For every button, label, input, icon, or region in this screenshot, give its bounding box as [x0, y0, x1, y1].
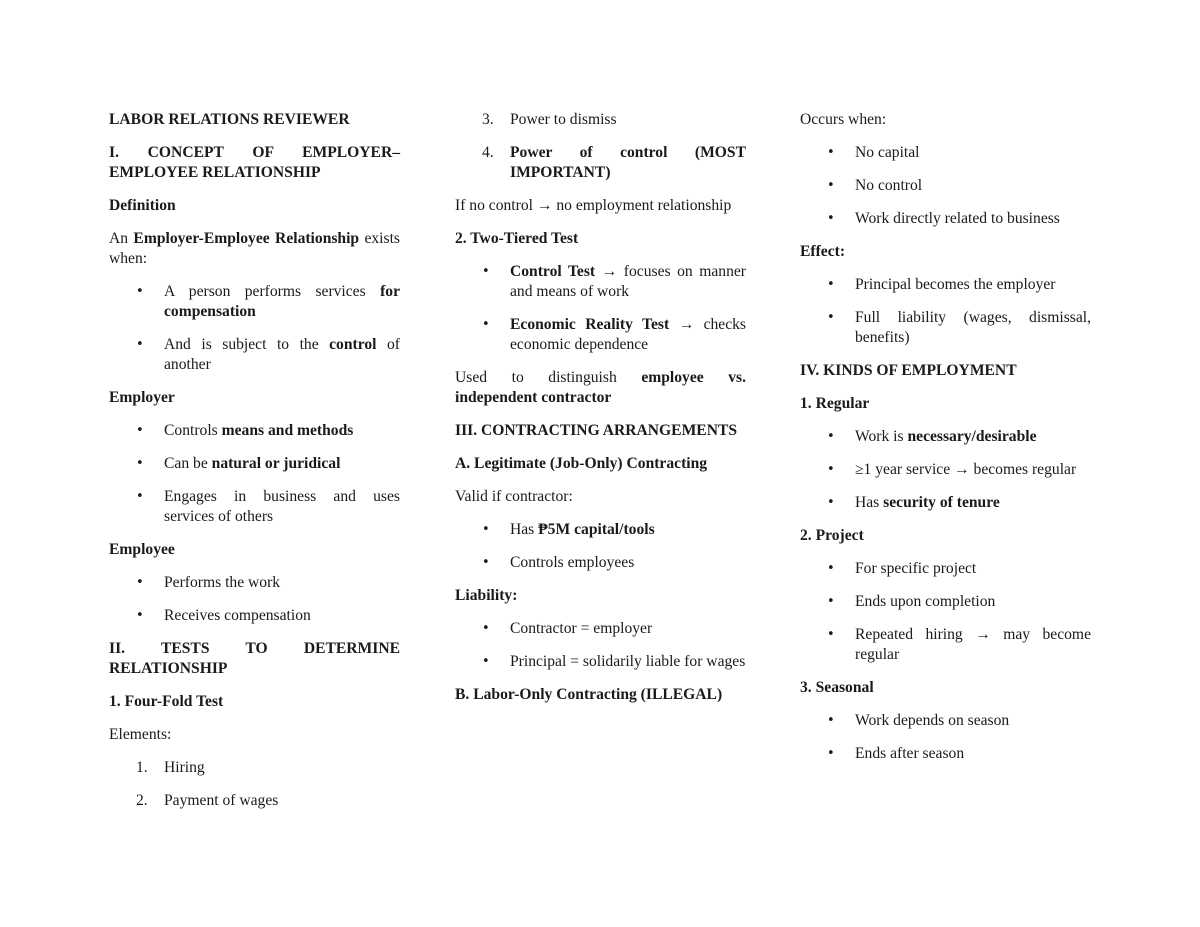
project-list [800, 559, 1091, 665]
list-item: • Performs the work [109, 573, 400, 593]
elements-label: Elements: [109, 726, 172, 743]
project-heading: 2. Project [800, 527, 864, 544]
employer-label: Employer [109, 389, 175, 406]
section-2-heading: II. TESTS TO DETERMINE RELATIONSHIP [109, 640, 400, 677]
list-item: 1. Hiring [136, 759, 205, 776]
effect-label: Effect: [800, 243, 846, 260]
column-2 [455, 110, 746, 718]
list-item: • Receives compensation [109, 606, 400, 626]
used-to-distinguish: Used to distinguish employee vs. independent contractor [455, 369, 747, 406]
list-item: 3. Power to dismiss [482, 111, 617, 128]
section-1-heading: I. CONCEPT OF EMPLOYER–EMPLOYEE RELATIONSHIP [109, 144, 400, 181]
regular-heading: 1. Regular [800, 395, 870, 412]
list-item: • Controls employees [455, 553, 746, 573]
seasonal-heading: 3. Seasonal [800, 679, 874, 696]
list-item: • Contractor = employer [455, 619, 746, 639]
valid-label: Valid if contractor: [455, 488, 573, 505]
column-1 [109, 110, 400, 824]
list-item: • Repeated hiring → may become regular [800, 625, 1091, 665]
laboronly-heading: B. Labor-Only Contracting (ILLEGAL) [455, 686, 723, 703]
regular-list [800, 427, 1091, 513]
list-item: • Economic Reality Test → checks economic dependence [455, 315, 746, 355]
list-item: • Engages in business and uses services of others [109, 487, 400, 527]
elements-list [109, 758, 400, 811]
employee-list [109, 573, 400, 626]
section-4-heading: IV. KINDS OF EMPLOYMENT [800, 362, 1017, 379]
no-control-note: If no control → no employment relationship [455, 197, 732, 214]
list-item: • Ends after season [800, 744, 1091, 764]
valid-list [455, 520, 746, 573]
legit-heading: A. Legitimate (Job-Only) Contracting [455, 455, 708, 472]
list-item: • Work directly related to business [800, 209, 1091, 229]
twotier-list [455, 262, 746, 355]
document-title: LABOR RELATIONS REVIEWER [109, 111, 350, 128]
fourfold-heading: 1. Four-Fold Test [109, 693, 224, 710]
list-item: • And is subject to the control of another [109, 335, 400, 375]
definition-text: An Employer-Employee Relationship exists when: [109, 230, 400, 267]
section-3-heading: III. CONTRACTING ARRANGEMENTS [455, 422, 738, 439]
employer-list [109, 421, 400, 527]
occurs-list [800, 143, 1091, 229]
list-item: • Full liability (wages, dismissal, benefits) [800, 308, 1091, 348]
list-item: • Has ₱5M capital/tools [455, 520, 746, 540]
list-item: • ≥1 year service → becomes regular [800, 460, 1091, 480]
column-3 [800, 110, 1091, 777]
list-item: • Has security of tenure [800, 493, 1091, 513]
list-item: • Ends upon completion [800, 592, 1091, 612]
liability-list [455, 619, 746, 672]
list-item: • Can be natural or juridical [109, 454, 400, 474]
list-item: • No capital [800, 143, 1091, 163]
list-item: • Work depends on season [800, 711, 1091, 731]
list-item: • A person performs services for compensation [109, 282, 400, 322]
list-item: • Controls means and methods [109, 421, 400, 441]
definition-label: Definition [109, 197, 176, 214]
twotier-heading: 2. Two-Tiered Test [455, 230, 579, 247]
elements-list-continued [455, 110, 746, 183]
seasonal-list [800, 711, 1091, 764]
liability-label: Liability: [455, 587, 518, 604]
list-item: 4. Power of control (MOST IMPORTANT) [482, 144, 746, 181]
occurs-label: Occurs when: [800, 111, 887, 128]
list-item: • Principal becomes the employer [800, 275, 1091, 295]
definition-list [109, 282, 400, 375]
list-item: • Control Test → focuses on manner and means of work [455, 262, 746, 302]
effect-list [800, 275, 1091, 348]
list-item: • Work is necessary/desirable [800, 427, 1091, 447]
list-item: 2. Payment of wages [136, 792, 279, 809]
list-item: • For specific project [800, 559, 1091, 579]
list-item: • No control [800, 176, 1091, 196]
employee-label: Employee [109, 541, 175, 558]
list-item: • Principal = solidarily liable for wages [455, 652, 746, 672]
